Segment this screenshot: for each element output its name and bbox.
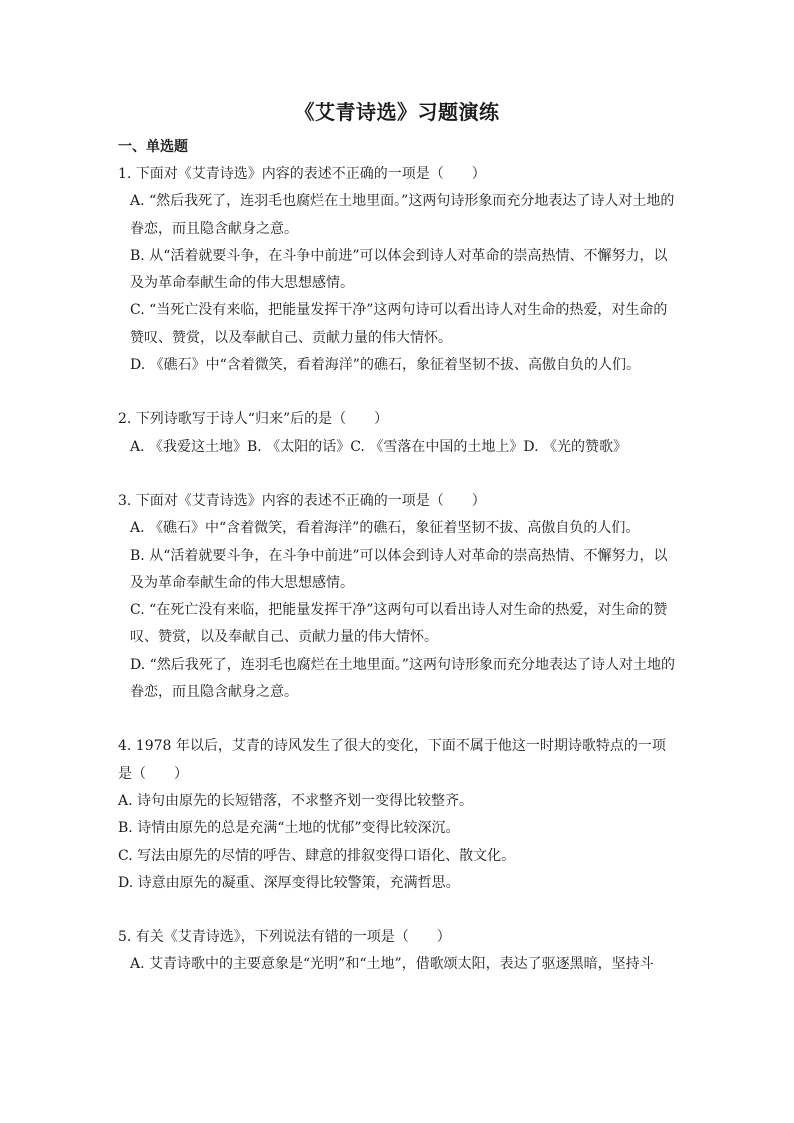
option-d: D. “然后我死了，连羽毛也腐烂在土地里面。”这两句诗形象而充分地表达了诗人对土地的眷恋，而且隐含献身之意。 xyxy=(130,656,675,701)
option-a: A. “然后我死了，连羽毛也腐烂在土地里面。”这两句诗形象而充分地表达了诗人对土地的眷恋，而且隐含献身之意。 xyxy=(130,193,675,237)
option-b: B. 从“活着就要斗争，在斗争中前进”可以体会到诗人对革命的崇高热情、不懈努力，以及为革命奉献生命的伟大思想感情。 xyxy=(130,247,668,292)
inline-options xyxy=(118,434,678,461)
question-list xyxy=(118,161,678,1006)
option-d: D. 诗意由原先的凝重、深厚变得比较警策，充满哲思。 xyxy=(118,874,460,891)
question-5 xyxy=(118,924,678,979)
option-c: C. 写法由原先的尽情的呼告、肆意的排叙变得口语化、散文化。 xyxy=(118,847,516,864)
option-a: A. 艾青诗歌中的主要意象是“光明”和“土地”，借歌颂太阳，表达了驱逐黑暗，坚持斗 xyxy=(130,956,654,973)
option-d: D. 《礁石》中“含着微笑，看着海洋”的礁石，象征着坚韧不拔、高傲自负的人们。 xyxy=(130,357,640,374)
document-title: 《艾青诗选》习题演练 xyxy=(294,100,500,124)
option-a: A. 《礁石》中“含着微笑，看着海洋”的礁石，象征着坚韧不拔、高傲自负的人们。 xyxy=(130,520,640,537)
question-stem: 3. 下面对《艾青诗选》内容的表述不正确的一项是（ ） xyxy=(118,492,486,509)
question-4 xyxy=(118,733,678,897)
option-a: A. 诗句由原先的长短错落，不求整齐划一变得比较整齐。 xyxy=(118,792,474,809)
option-a: A. 《我爱这土地》 xyxy=(130,438,248,455)
question-stem: 5. 有关《艾青诗选》，下列说法有错的一项是（ ） xyxy=(118,929,451,946)
option-b: B. 从“活着就要斗争，在斗争中前进”可以体会到诗人对革命的崇高热情、不懈努力，以及为革命奉献生命的伟大思想感情。 xyxy=(130,547,668,591)
option-b: B. 诗情由原先的总是充满“土地的忧郁”变得比较深沉。 xyxy=(118,820,460,837)
section-heading: 一、单选题 xyxy=(118,139,188,155)
option-d: D. 《光的赞歌》 xyxy=(523,438,627,455)
question-1 xyxy=(118,161,678,379)
question-stem: 1. 下面对《艾青诗选》内容的表述不正确的一项是（ ） xyxy=(118,166,486,182)
option-b: B. 《太阳的话》 xyxy=(247,438,351,455)
question-stem: 2. 下列诗歌写于诗人“归来”后的是（ ） xyxy=(118,411,389,428)
question-3 xyxy=(118,488,678,706)
option-c: C. “在死亡没有来临，把能量发挥干净”这两句可以看出诗人对生命的热爱，对生命的赞叹、赞赏，以及奉献自己、贡献力量的伟大情怀。 xyxy=(130,602,668,646)
option-c: C. “当死亡没有来临，把能量发挥干净”这两句诗可以看出诗人对生命的热爱，对生命的赞叹、赞赏，以及奉献自己、贡献力量的伟大情怀。 xyxy=(130,302,668,346)
question-2 xyxy=(118,406,678,461)
option-c: C. 《雪落在中国的土地上》 xyxy=(350,438,524,455)
question-stem: 4. 1978 年以后，艾青的诗风发生了很大的变化，下面不属于他这一时期诗歌特点的一项是（ ） xyxy=(118,738,666,782)
